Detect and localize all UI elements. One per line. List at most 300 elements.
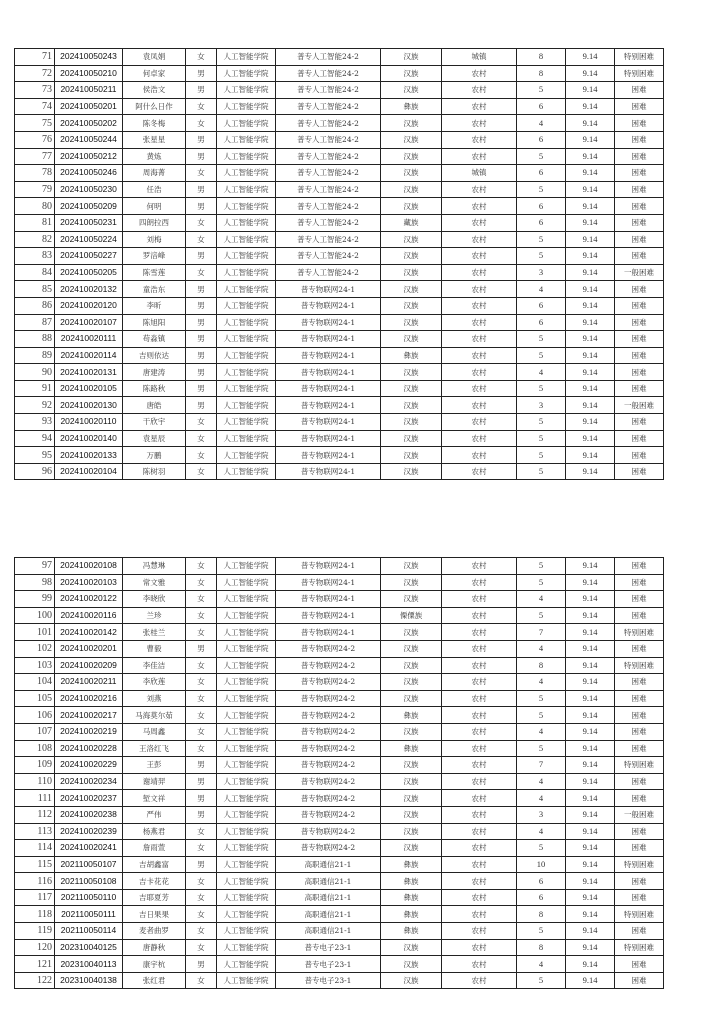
residence-cell: 城镇 — [442, 49, 517, 66]
residence-cell: 农村 — [442, 148, 517, 165]
ethnicity-cell: 汉族 — [381, 248, 442, 265]
college-cell: 人工智能学院 — [217, 591, 276, 608]
family-size-cell: 5 — [517, 248, 566, 265]
residence-cell: 农村 — [442, 939, 517, 956]
residence-cell: 城镇 — [442, 165, 517, 182]
table-row — [15, 131, 664, 148]
table-row — [15, 181, 664, 198]
college-cell: 人工智能学院 — [217, 790, 276, 807]
difficulty-level-cell: 一般困难 — [615, 264, 664, 281]
ethnicity-cell: 汉族 — [381, 198, 442, 215]
family-size-cell: 5 — [517, 740, 566, 757]
family-size-cell: 4 — [517, 591, 566, 608]
college-cell: 人工智能学院 — [217, 447, 276, 464]
college-cell: 人工智能学院 — [217, 607, 276, 624]
row-number-cell: 122 — [15, 972, 55, 989]
family-size-cell: 5 — [517, 181, 566, 198]
family-size-cell: 5 — [517, 574, 566, 591]
family-size-cell: 8 — [517, 939, 566, 956]
residence-cell: 农村 — [442, 248, 517, 265]
student-id-cell: 202410020238 — [55, 806, 123, 823]
residence-cell: 农村 — [442, 131, 517, 148]
amount-cell: 9.14 — [566, 131, 615, 148]
residence-cell: 农村 — [442, 740, 517, 757]
college-cell: 人工智能学院 — [217, 364, 276, 381]
student-id-cell: 202410020130 — [55, 397, 123, 414]
college-cell: 人工智能学院 — [217, 657, 276, 674]
student-name-cell: 唐建涛 — [123, 364, 186, 381]
difficulty-level-cell: 困难 — [615, 773, 664, 790]
amount-cell: 9.14 — [566, 806, 615, 823]
residence-cell: 农村 — [442, 607, 517, 624]
table-row — [15, 840, 664, 857]
class-name-cell: 普专物联网24-1 — [276, 297, 381, 314]
row-number-cell: 77 — [15, 148, 55, 165]
table-row — [15, 380, 664, 397]
residence-cell: 农村 — [442, 790, 517, 807]
residence-cell: 农村 — [442, 558, 517, 575]
residence-cell: 农村 — [442, 447, 517, 464]
amount-cell: 9.14 — [566, 331, 615, 348]
college-cell: 人工智能学院 — [217, 264, 276, 281]
student-name-cell: 周海菁 — [123, 165, 186, 182]
class-name-cell: 普专人工智能24-2 — [276, 198, 381, 215]
amount-cell: 9.14 — [566, 607, 615, 624]
gender-cell: 男 — [186, 314, 217, 331]
difficulty-level-cell: 困难 — [615, 430, 664, 447]
row-number-cell: 72 — [15, 65, 55, 82]
student-id-cell: 202410020108 — [55, 558, 123, 575]
row-number-cell: 87 — [15, 314, 55, 331]
class-name-cell: 普专物联网24-2 — [276, 690, 381, 707]
family-size-cell: 8 — [517, 906, 566, 923]
amount-cell: 9.14 — [566, 723, 615, 740]
table-row — [15, 214, 664, 231]
table-row — [15, 347, 664, 364]
table-row — [15, 165, 664, 182]
family-size-cell: 4 — [517, 364, 566, 381]
table-row — [15, 690, 664, 707]
amount-cell: 9.14 — [566, 740, 615, 757]
gender-cell: 女 — [186, 231, 217, 248]
college-cell: 人工智能学院 — [217, 640, 276, 657]
student-name-cell: 曹毅 — [123, 640, 186, 657]
college-cell: 人工智能学院 — [217, 690, 276, 707]
amount-cell: 9.14 — [566, 364, 615, 381]
row-number-cell: 85 — [15, 281, 55, 298]
row-number-cell: 79 — [15, 181, 55, 198]
gender-cell: 女 — [186, 214, 217, 231]
table-row — [15, 856, 664, 873]
residence-cell: 农村 — [442, 906, 517, 923]
table-row — [15, 558, 664, 575]
student-name-cell: 马海莫尔茹 — [123, 707, 186, 724]
student-id-cell: 202410020237 — [55, 790, 123, 807]
student-id-cell: 202410020140 — [55, 430, 123, 447]
ethnicity-cell: 汉族 — [381, 414, 442, 431]
class-name-cell: 普专物联网24-1 — [276, 331, 381, 348]
amount-cell: 9.14 — [566, 98, 615, 115]
student-name-cell: 任浩 — [123, 181, 186, 198]
residence-cell: 农村 — [442, 840, 517, 857]
residence-cell: 农村 — [442, 331, 517, 348]
student-name-cell: 冯慧琳 — [123, 558, 186, 575]
amount-cell: 9.14 — [566, 558, 615, 575]
amount-cell: 9.14 — [566, 397, 615, 414]
table-row — [15, 707, 664, 724]
family-size-cell: 4 — [517, 115, 566, 132]
student-name-cell: 何明 — [123, 198, 186, 215]
ethnicity-cell: 汉族 — [381, 463, 442, 480]
gender-cell: 女 — [186, 165, 217, 182]
table-row — [15, 740, 664, 757]
gender-cell: 男 — [186, 131, 217, 148]
class-name-cell: 普专物联网24-1 — [276, 347, 381, 364]
student-id-cell: 202410050244 — [55, 131, 123, 148]
class-name-cell: 高职通信21-1 — [276, 923, 381, 940]
family-size-cell: 3 — [517, 264, 566, 281]
family-size-cell: 6 — [517, 214, 566, 231]
family-size-cell: 6 — [517, 297, 566, 314]
amount-cell: 9.14 — [566, 281, 615, 298]
amount-cell: 9.14 — [566, 231, 615, 248]
residence-cell: 农村 — [442, 198, 517, 215]
ethnicity-cell: 彝族 — [381, 889, 442, 906]
gender-cell: 男 — [186, 640, 217, 657]
row-number-cell: 103 — [15, 657, 55, 674]
amount-cell: 9.14 — [566, 856, 615, 873]
gender-cell: 男 — [186, 773, 217, 790]
ethnicity-cell: 汉族 — [381, 790, 442, 807]
college-cell: 人工智能学院 — [217, 65, 276, 82]
student-name-cell: 张星星 — [123, 131, 186, 148]
table-row — [15, 331, 664, 348]
amount-cell: 9.14 — [566, 873, 615, 890]
family-size-cell: 5 — [517, 558, 566, 575]
table-row — [15, 773, 664, 790]
difficulty-level-cell: 特别困难 — [615, 939, 664, 956]
table-row — [15, 115, 664, 132]
student-id-cell: 202410050224 — [55, 231, 123, 248]
difficulty-level-cell: 特别困难 — [615, 657, 664, 674]
student-id-cell: 202410020116 — [55, 607, 123, 624]
table-row — [15, 49, 664, 66]
row-number-cell: 110 — [15, 773, 55, 790]
ethnicity-cell: 汉族 — [381, 314, 442, 331]
amount-cell: 9.14 — [566, 823, 615, 840]
difficulty-level-cell: 困难 — [615, 414, 664, 431]
class-name-cell: 普专物联网24-1 — [276, 397, 381, 414]
amount-cell: 9.14 — [566, 707, 615, 724]
amount-cell: 9.14 — [566, 939, 615, 956]
difficulty-level-cell: 困难 — [615, 558, 664, 575]
family-size-cell: 5 — [517, 447, 566, 464]
student-name-cell: 万鹏 — [123, 447, 186, 464]
table-row — [15, 823, 664, 840]
class-name-cell: 普专电子23-1 — [276, 956, 381, 973]
difficulty-level-cell: 困难 — [615, 297, 664, 314]
gender-cell: 女 — [186, 463, 217, 480]
table-row — [15, 414, 664, 431]
difficulty-level-cell: 特别困难 — [615, 65, 664, 82]
residence-cell: 农村 — [442, 397, 517, 414]
difficulty-level-cell: 困难 — [615, 956, 664, 973]
row-number-cell: 90 — [15, 364, 55, 381]
student-name-cell: 黄炼 — [123, 148, 186, 165]
ethnicity-cell: 汉族 — [381, 674, 442, 691]
class-name-cell: 普专物联网24-1 — [276, 380, 381, 397]
difficulty-level-cell: 一般困难 — [615, 397, 664, 414]
student-table-2 — [14, 557, 664, 989]
row-number-cell: 101 — [15, 624, 55, 641]
student-id-cell: 202110050114 — [55, 923, 123, 940]
amount-cell: 9.14 — [566, 889, 615, 906]
family-size-cell: 10 — [517, 856, 566, 873]
college-cell: 人工智能学院 — [217, 347, 276, 364]
class-name-cell: 普专物联网24-2 — [276, 790, 381, 807]
college-cell: 人工智能学院 — [217, 98, 276, 115]
difficulty-level-cell: 困难 — [615, 248, 664, 265]
college-cell: 人工智能学院 — [217, 131, 276, 148]
residence-cell: 农村 — [442, 956, 517, 973]
student-name-cell: 唐皓 — [123, 397, 186, 414]
amount-cell: 9.14 — [566, 757, 615, 774]
student-id-cell: 202310040113 — [55, 956, 123, 973]
student-name-cell: 干欣宇 — [123, 414, 186, 431]
family-size-cell: 4 — [517, 956, 566, 973]
college-cell: 人工智能学院 — [217, 397, 276, 414]
college-cell: 人工智能学院 — [217, 331, 276, 348]
difficulty-level-cell: 特别困难 — [615, 49, 664, 66]
difficulty-level-cell: 困难 — [615, 347, 664, 364]
college-cell: 人工智能学院 — [217, 82, 276, 99]
student-name-cell: 李昕 — [123, 297, 186, 314]
difficulty-level-cell: 困难 — [615, 82, 664, 99]
amount-cell: 9.14 — [566, 956, 615, 973]
amount-cell: 9.14 — [566, 840, 615, 857]
student-name-cell: 王洛红飞 — [123, 740, 186, 757]
class-name-cell: 普专人工智能24-2 — [276, 181, 381, 198]
class-name-cell: 普专人工智能24-2 — [276, 231, 381, 248]
gender-cell: 女 — [186, 972, 217, 989]
gender-cell: 男 — [186, 380, 217, 397]
class-name-cell: 普专物联网24-1 — [276, 447, 381, 464]
difficulty-level-cell: 困难 — [615, 723, 664, 740]
amount-cell: 9.14 — [566, 430, 615, 447]
college-cell: 人工智能学院 — [217, 115, 276, 132]
difficulty-level-cell: 特别困难 — [615, 757, 664, 774]
row-number-cell: 96 — [15, 463, 55, 480]
difficulty-level-cell: 一般困难 — [615, 806, 664, 823]
student-id-cell: 202410050230 — [55, 181, 123, 198]
difficulty-level-cell: 困难 — [615, 148, 664, 165]
amount-cell: 9.14 — [566, 574, 615, 591]
gender-cell: 男 — [186, 364, 217, 381]
residence-cell: 农村 — [442, 181, 517, 198]
gender-cell: 女 — [186, 591, 217, 608]
class-name-cell: 普专物联网24-1 — [276, 430, 381, 447]
residence-cell: 农村 — [442, 380, 517, 397]
row-number-cell: 88 — [15, 331, 55, 348]
family-size-cell: 5 — [517, 414, 566, 431]
class-name-cell: 普专物联网24-2 — [276, 840, 381, 857]
student-name-cell: 陈路秋 — [123, 380, 186, 397]
residence-cell: 农村 — [442, 923, 517, 940]
class-name-cell: 普专物联网24-1 — [276, 558, 381, 575]
college-cell: 人工智能学院 — [217, 889, 276, 906]
difficulty-level-cell: 困难 — [615, 447, 664, 464]
gender-cell: 女 — [186, 430, 217, 447]
row-number-cell: 83 — [15, 248, 55, 265]
ethnicity-cell: 汉族 — [381, 430, 442, 447]
student-id-cell: 202410050246 — [55, 165, 123, 182]
amount-cell: 9.14 — [566, 591, 615, 608]
amount-cell: 9.14 — [566, 972, 615, 989]
table-row — [15, 674, 664, 691]
amount-cell: 9.14 — [566, 214, 615, 231]
ethnicity-cell: 汉族 — [381, 823, 442, 840]
college-cell: 人工智能学院 — [217, 740, 276, 757]
residence-cell: 农村 — [442, 640, 517, 657]
college-cell: 人工智能学院 — [217, 281, 276, 298]
table-row — [15, 873, 664, 890]
ethnicity-cell: 汉族 — [381, 131, 442, 148]
residence-cell: 农村 — [442, 463, 517, 480]
student-id-cell: 202410020239 — [55, 823, 123, 840]
college-cell: 人工智能学院 — [217, 214, 276, 231]
table-row — [15, 923, 664, 940]
class-name-cell: 普专物联网24-1 — [276, 281, 381, 298]
ethnicity-cell: 汉族 — [381, 972, 442, 989]
table-row — [15, 364, 664, 381]
student-id-cell: 202310040125 — [55, 939, 123, 956]
student-name-cell: 四朗拉西 — [123, 214, 186, 231]
ethnicity-cell: 汉族 — [381, 757, 442, 774]
college-cell: 人工智能学院 — [217, 148, 276, 165]
gender-cell: 女 — [186, 723, 217, 740]
residence-cell: 农村 — [442, 707, 517, 724]
row-number-cell: 99 — [15, 591, 55, 608]
gender-cell: 女 — [186, 414, 217, 431]
college-cell: 人工智能学院 — [217, 248, 276, 265]
student-name-cell: 何卓家 — [123, 65, 186, 82]
ethnicity-cell: 彝族 — [381, 98, 442, 115]
gender-cell: 女 — [186, 740, 217, 757]
difficulty-level-cell: 困难 — [615, 181, 664, 198]
table-row — [15, 65, 664, 82]
class-name-cell: 普专人工智能24-2 — [276, 148, 381, 165]
ethnicity-cell: 汉族 — [381, 640, 442, 657]
student-id-cell: 202410050227 — [55, 248, 123, 265]
student-id-cell: 202410050211 — [55, 82, 123, 99]
amount-cell: 9.14 — [566, 248, 615, 265]
amount-cell: 9.14 — [566, 297, 615, 314]
class-name-cell: 普专人工智能24-2 — [276, 98, 381, 115]
row-number-cell: 74 — [15, 98, 55, 115]
amount-cell: 9.14 — [566, 690, 615, 707]
residence-cell: 农村 — [442, 856, 517, 873]
table-row — [15, 148, 664, 165]
difficulty-level-cell: 困难 — [615, 840, 664, 857]
student-name-cell: 李晓欣 — [123, 591, 186, 608]
gender-cell: 女 — [186, 115, 217, 132]
class-name-cell: 普专物联网24-2 — [276, 723, 381, 740]
student-id-cell: 202410020103 — [55, 574, 123, 591]
student-name-cell: 李欣莲 — [123, 674, 186, 691]
difficulty-level-cell: 困难 — [615, 889, 664, 906]
student-name-cell: 堑文祥 — [123, 790, 186, 807]
amount-cell: 9.14 — [566, 82, 615, 99]
college-cell: 人工智能学院 — [217, 972, 276, 989]
residence-cell: 农村 — [442, 972, 517, 989]
row-number-cell: 82 — [15, 231, 55, 248]
difficulty-level-cell: 困难 — [615, 214, 664, 231]
student-name-cell: 侯浩文 — [123, 82, 186, 99]
gender-cell: 男 — [186, 757, 217, 774]
class-name-cell: 普专电子23-1 — [276, 972, 381, 989]
student-name-cell: 严伟 — [123, 806, 186, 823]
residence-cell: 农村 — [442, 314, 517, 331]
student-name-cell: 常文雅 — [123, 574, 186, 591]
residence-cell: 农村 — [442, 723, 517, 740]
difficulty-level-cell: 困难 — [615, 972, 664, 989]
amount-cell: 9.14 — [566, 624, 615, 641]
table-row — [15, 82, 664, 99]
residence-cell: 农村 — [442, 690, 517, 707]
family-size-cell: 5 — [517, 923, 566, 940]
student-name-cell: 王彭 — [123, 757, 186, 774]
row-number-cell: 75 — [15, 115, 55, 132]
class-name-cell: 普专人工智能24-2 — [276, 248, 381, 265]
difficulty-level-cell: 困难 — [615, 231, 664, 248]
family-size-cell: 4 — [517, 674, 566, 691]
gender-cell: 男 — [186, 181, 217, 198]
ethnicity-cell: 彝族 — [381, 740, 442, 757]
gender-cell: 女 — [186, 690, 217, 707]
ethnicity-cell: 彝族 — [381, 906, 442, 923]
difficulty-level-cell: 困难 — [615, 923, 664, 940]
row-number-cell: 114 — [15, 840, 55, 857]
table-row — [15, 430, 664, 447]
table-row — [15, 264, 664, 281]
student-id-cell: 202110050111 — [55, 906, 123, 923]
ethnicity-cell: 汉族 — [381, 65, 442, 82]
gender-cell: 女 — [186, 49, 217, 66]
student-name-cell: 张红君 — [123, 972, 186, 989]
family-size-cell: 5 — [517, 607, 566, 624]
student-id-cell: 202410020216 — [55, 690, 123, 707]
difficulty-level-cell: 困难 — [615, 607, 664, 624]
residence-cell: 农村 — [442, 347, 517, 364]
ethnicity-cell: 汉族 — [381, 297, 442, 314]
row-number-cell: 109 — [15, 757, 55, 774]
student-id-cell: 202410050243 — [55, 49, 123, 66]
family-size-cell: 5 — [517, 331, 566, 348]
row-number-cell: 113 — [15, 823, 55, 840]
residence-cell: 农村 — [442, 214, 517, 231]
difficulty-level-cell: 困难 — [615, 790, 664, 807]
ethnicity-cell: 汉族 — [381, 380, 442, 397]
row-number-cell: 118 — [15, 906, 55, 923]
student-name-cell: 罗涪峰 — [123, 248, 186, 265]
residence-cell: 农村 — [442, 873, 517, 890]
table-row — [15, 906, 664, 923]
student-name-cell: 吉胡鑫富 — [123, 856, 186, 873]
amount-cell: 9.14 — [566, 347, 615, 364]
difficulty-level-cell: 困难 — [615, 198, 664, 215]
family-size-cell: 5 — [517, 690, 566, 707]
ethnicity-cell: 汉族 — [381, 364, 442, 381]
